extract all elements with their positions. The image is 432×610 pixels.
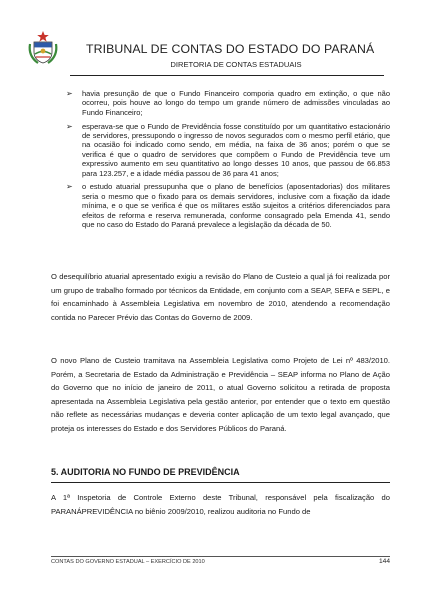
- header-divider: [70, 75, 384, 76]
- list-item-text: esperava-se que o Fundo de Previdência fosse constituído por um quantitativo estacionário de servidores, pressupondo o ingresso de novos segurados com o mesmo perfil etário, que na ocasião foi indicado como sendo, em média, na faixa de 36 anos; porém o que se verifica é que o quadro de servidores que compõem o Fundo de Previdência teve um expressivo aumento em seu quantitativo ao longo desses 10 anos, que passou de 66.853 para 123.257, e a idade média passou de 36 para 41 anos;: [82, 121, 390, 178]
- department-subtitle: DIRETORIA DE CONTAS ESTADUAIS: [170, 60, 302, 69]
- page-number: 144: [378, 558, 390, 565]
- arrow-bullet-icon: ➢: [66, 121, 73, 131]
- section-divider: [51, 482, 390, 483]
- paragraph: O desequilíbrio atuarial apresentado exigiu a revisão do Plano de Custeio a qual já foi realizada por um grupo de trabalho formado por técnicos da Entidade, em conjunto com a SEAP, SEFA e SEPL, e foi encaminhado à Assembleia Legislativa em novembro de 2010, atendendo a recomendação contida no Parecer Prévio das Contas do Governo de 2009.: [51, 272, 390, 322]
- arrow-bullet-icon: ➢: [66, 89, 73, 98]
- footer-divider: [51, 556, 390, 557]
- parana-coat-of-arms-icon: [26, 30, 60, 66]
- list-item: [64, 89, 390, 117]
- arrow-bullet-icon: ➢: [66, 182, 73, 192]
- list-item-text: o estudo atuarial pressupunha que o plano de benefícios (aposentadorias) dos militares seria o mesmo que o fixado para os demais servidores, inclusive com a fixação da idade mínima, e o que se verifica é que os militares estão sujeitos a critérios diferenciados para efeitos de reforma e reserva remunerada, conforme consagrado pela Emenda 41, sendo que no caso do Estado do Paraná prevalece a legislação da década de 50.: [82, 182, 390, 230]
- paragraph: O novo Plano de Custeio tramitava na Assembleia Legislativa como Projeto de Lei nº 483/2010. Porém, a Secretaria de Estado da Administração e Previdência – SEAP informa no Plano de Ação do Governo que no início de janeiro de 2011, o atual Governo solicitou a retirada de proposta apresentada na Assembleia Legislativa pela gestão anterior, por entender que o texto em questão não reflete as necessárias mudanças e deveria conter aplicação de um texto legal avançado, que proteja os interesses do Estado e dos Servidores Públicos do Paraná.: [51, 356, 390, 433]
- footer-text: CONTAS DO GOVERNO ESTADUAL – EXERCÍCIO DE 2010: [51, 559, 205, 565]
- list-item: [64, 122, 390, 179]
- organization-title: TRIBUNAL DE CONTAS DO ESTADO DO PARANÁ: [86, 42, 375, 56]
- list-item-text: havia presunção de que o Fundo Financeiro comporia quadro em extinção, o que não ocorreu, pois houve ao longo do tempo um grande número de admissões vinculadas ao Fundo Financeiro;: [82, 89, 390, 117]
- bullet-list: [64, 89, 390, 234]
- list-item: [64, 182, 390, 229]
- paragraph: A 1ª Inspetoria de Controle Externo deste Tribunal, responsável pela fiscalização do PARANÁPREVIDÊNCIA no biênio 2009/2010, realizou auditoria no Fundo de: [51, 493, 390, 516]
- section-heading: 5. AUDITORIA NO FUNDO DE PREVIDÊNCIA: [51, 467, 240, 477]
